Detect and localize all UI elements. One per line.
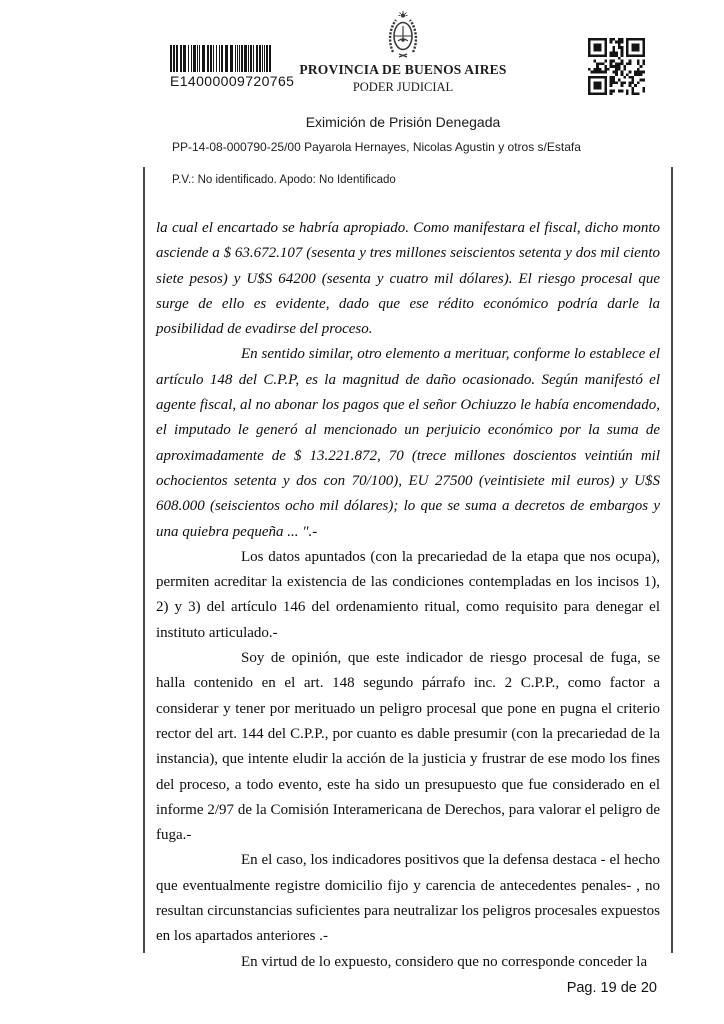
letterhead xyxy=(263,10,543,95)
paragraph: Los datos apuntados (con la precariedad de la etapa que nos ocupa), permiten acreditar la existencia de las condiciones contempladas en los incisos 1), 2) y 3) del artículo 146 del ordenamiento ritual, como requisito para denegar el instituto articulado.- xyxy=(156,548,660,641)
qr-code xyxy=(588,38,645,95)
person-id-line: P.V.: No identificado. Apodo: No Identificado xyxy=(172,174,396,186)
left-margin-rule xyxy=(143,167,145,953)
document-body xyxy=(156,216,660,975)
org-name: PROVINCIA DE BUENOS AIRES xyxy=(299,62,507,77)
barcode-value: E14000009720765 xyxy=(170,73,295,89)
case-caption: PP-14-08-000790-25/00 Payarola Hernayes, Nicolas Agustin y otros s/Estafa xyxy=(172,140,581,154)
paragraph: En virtud de lo expuesto, considero que no corresponde conceder la xyxy=(241,953,648,970)
org-subtitle: PODER JUDICIAL xyxy=(352,80,454,94)
coat-of-arms-icon xyxy=(383,10,423,60)
paragraph: la cual el encartado se habría apropiado. Como manifestara el fiscal, dicho monto asciende a $ 63.672.107 (sesenta y tres millones seiscientos setenta y dos mil ciento siete pesos) y U$S 64200 (sesenta y cuatro mil dólares). El riesgo procesal que surge de ello es evidente, dado que ese rédito económico podría darle la posibilidad de evadirse del proceso. xyxy=(156,220,660,338)
paragraph: Soy de opinión, que este indicador de riesgo procesal de fuga, se halla contenido en el art. 148 segundo párrafo inc. 2 C.P.P., como factor a considerar y tener por merituado un peligro procesal que pone en pugna el criterio rector del art. 144 del C.P.P., por cuanto es dable presumir (con la precariedad de la instancia), que intente eludir la acción de la justicia y frustrar de ese modo los fines del proceso, a todo evento, este ha sido un presupuesto que fue considerado en el informe 2/97 de la Comisión Interamericana de Derechos, para valorar el peligro de fuga.- xyxy=(156,650,660,844)
page-number: Pag. 19 de 20 xyxy=(566,980,657,996)
right-margin-rule xyxy=(671,167,673,953)
paragraph: En el caso, los indicadores positivos que la defensa destaca - el hecho que eventualmente registre domicilio fijo y carencia de antecedentes penales- , no resultan circunstancias suficientes para neutralizar los peligros procesales expuestos en los apartados anteriores .- xyxy=(156,852,660,945)
paragraph: En sentido similar, otro elemento a merituar, conforme lo establece el artículo 148 del C.P.P, es la magnitud de daño ocasionado. Según manifestó el agente fiscal, al no abonar los pagos que el señor Ochiuzzo le había encomendado, el imputado le generó al mencionado un perjuicio económico por la suma de aproximadamente de $ 13.221.872, 70 (trece millones doscientos veintiún mil ochocientos setenta y dos con 70/100), EU 27500 (veintisiete mil euros) y U$S 608.000 (seiscientos ocho mil dólares); lo que se suma a decretos de embargos y una quiebra pequeña ... ".- xyxy=(156,346,660,540)
document-title: Eximición de Prisión Denegada xyxy=(305,114,501,130)
